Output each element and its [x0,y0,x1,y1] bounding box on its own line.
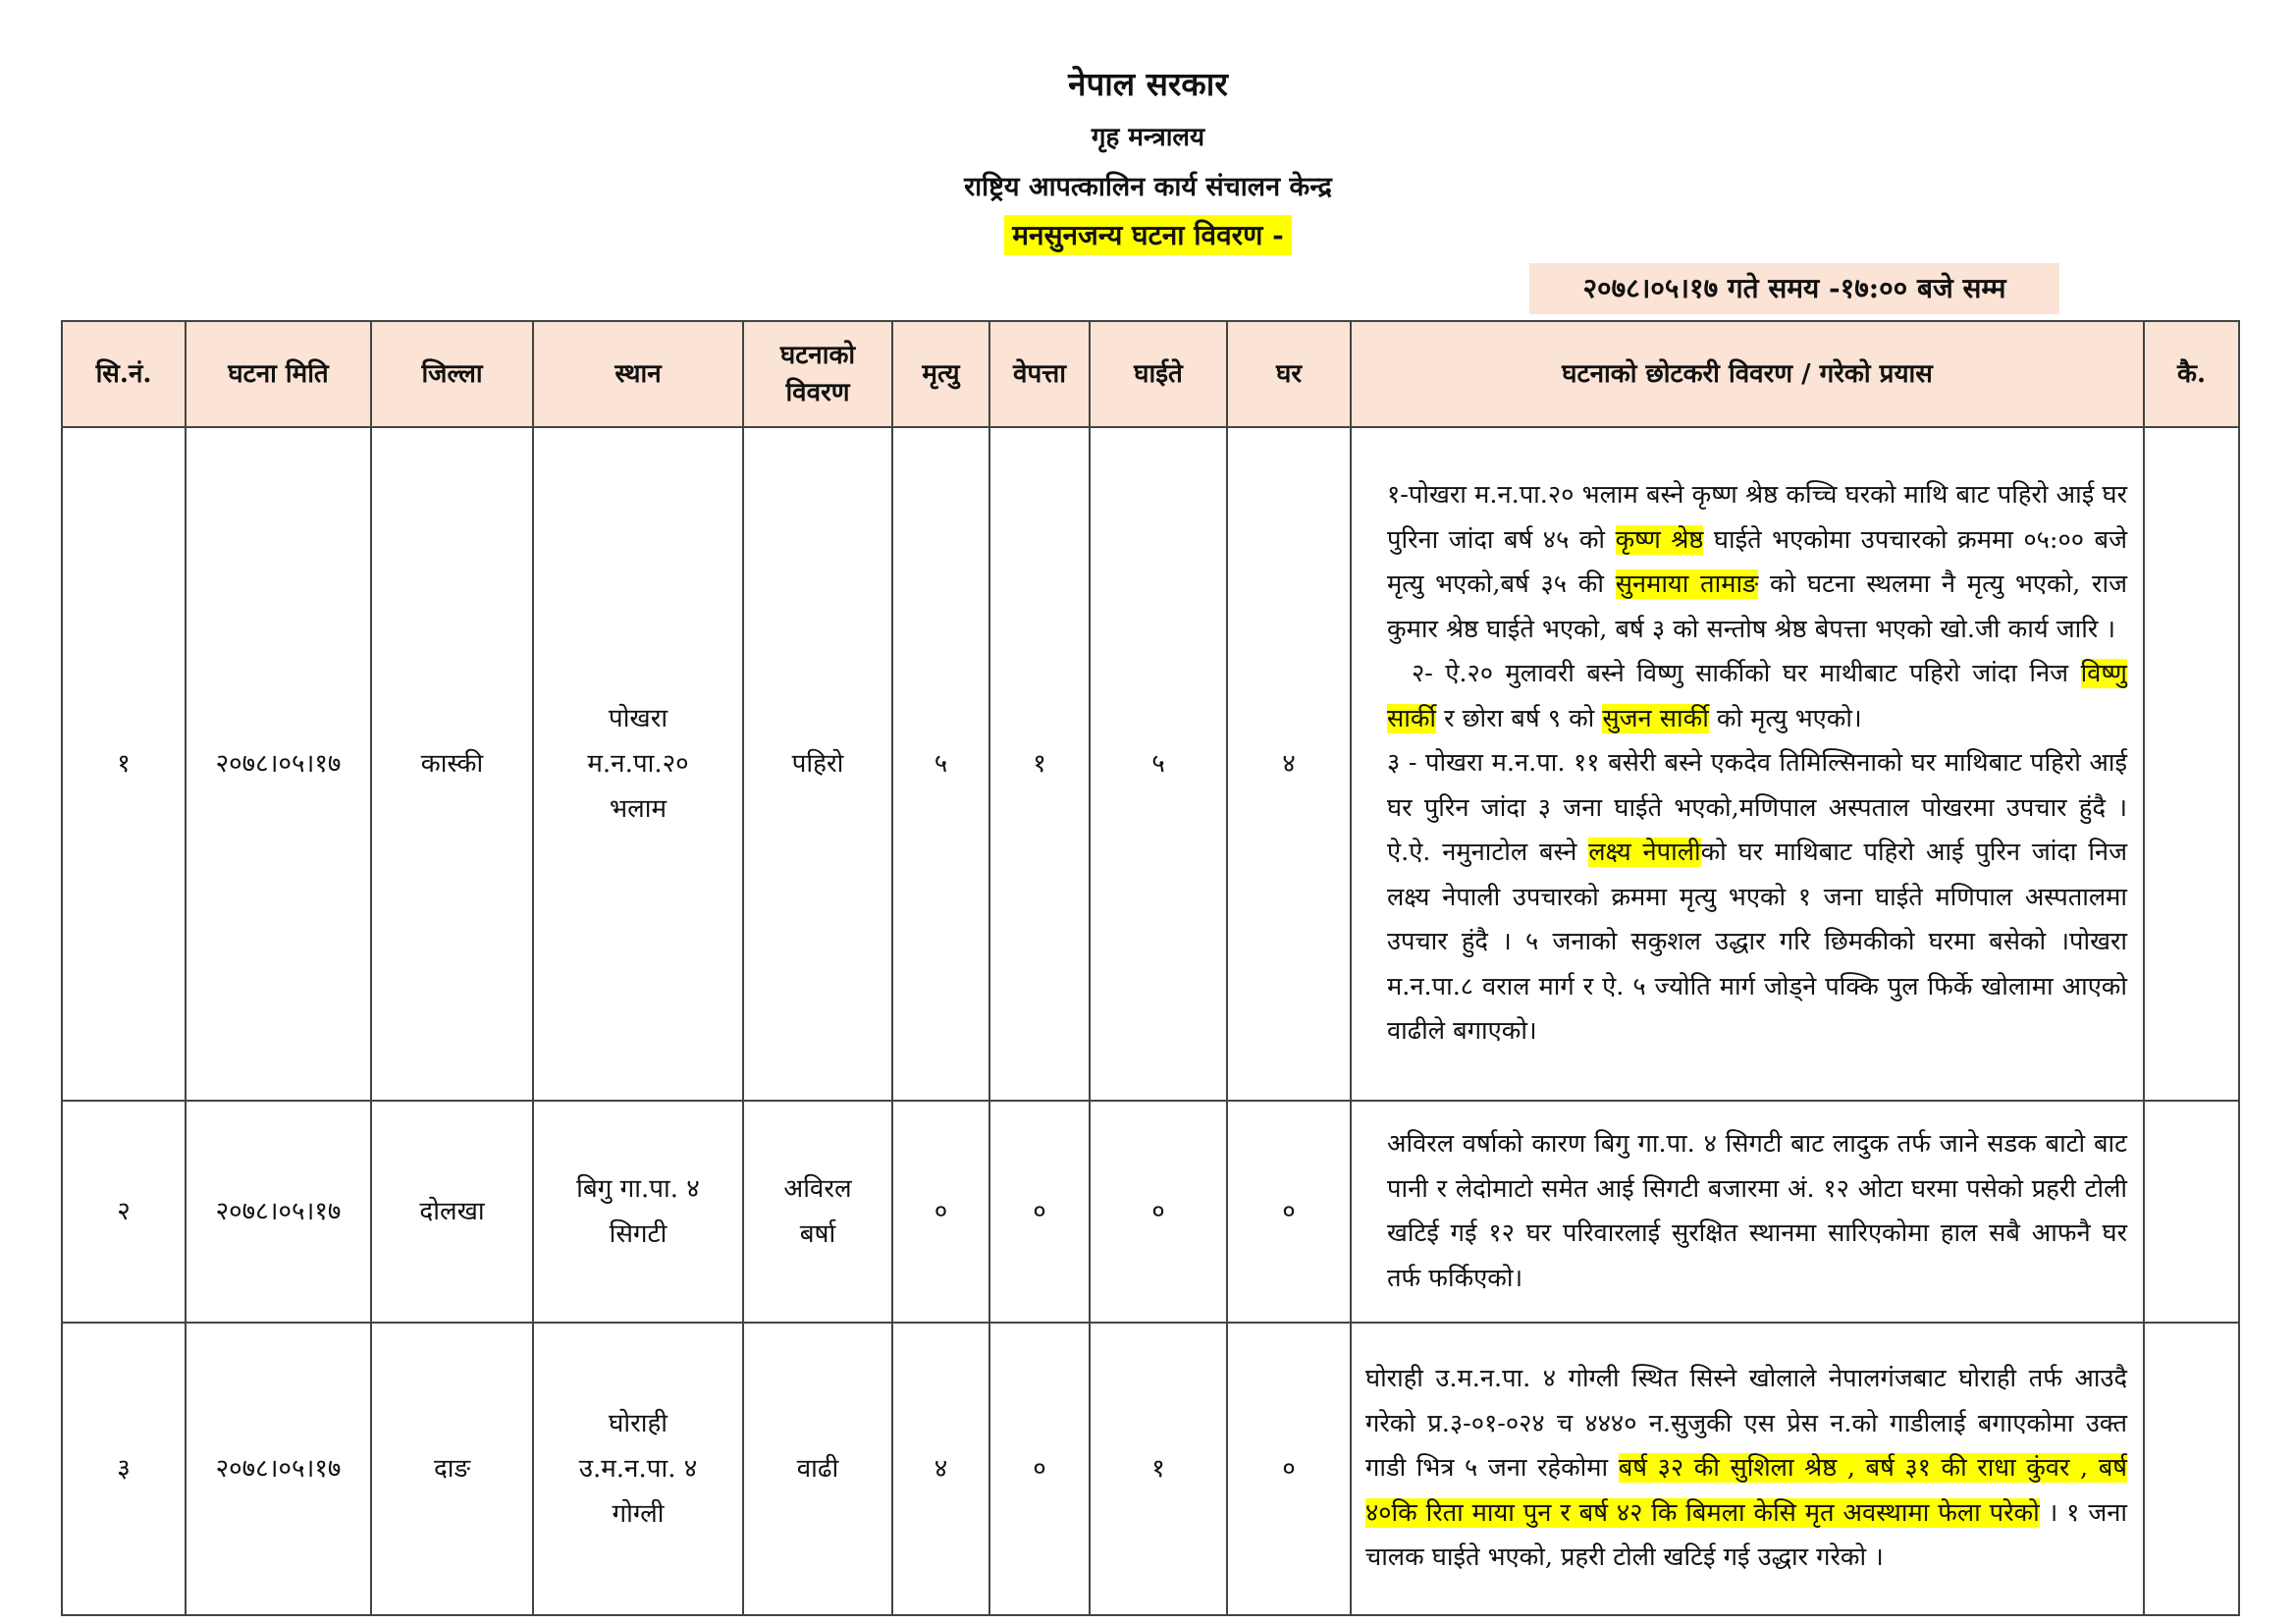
report-title-text: मनसुनजन्य घटना विवरण - [1004,215,1291,255]
cell-description [1351,1101,2144,1323]
col-header-houses: घर [1227,321,1351,427]
type-line: बर्षा [799,1219,836,1249]
cell-sn: २ [62,1101,186,1323]
col-header-remarks: कै. [2144,321,2239,427]
cell-district: कास्की [371,427,533,1101]
report-title [0,216,2296,253]
place-line: बिगु गा.पा. ४ [576,1174,700,1204]
cell-sn: १ [62,427,186,1101]
desc-highlight: सुजन सार्की [1602,703,1709,733]
cell-houses: ४ [1227,427,1351,1101]
cell-description [1351,427,2144,1101]
cell-deaths: ४ [892,1323,989,1615]
type-line: अविरल [783,1174,852,1204]
col-header-missing: वेपत्ता [989,321,1090,427]
place-line: गोग्ली [612,1499,665,1529]
ministry-title: गृह मन्त्रालय [1091,123,1205,152]
cell-type [743,427,892,1101]
cell-missing: १ [989,427,1090,1101]
cell-houses: ० [1227,1323,1351,1615]
col-header-date: घटना मिति [186,321,371,427]
cell-deaths: ५ [892,427,989,1101]
cell-date: २०७८।०५।१७ [186,1323,371,1615]
desc-segment: । १ जना चालक घाईते भएको, प्रहरी टोली खटिई गई उद्धार गरेको । [1365,1497,2127,1573]
desc-segment: अविरल वर्षाको कारण बिगु गा.पा. ४ सिगटी बाट लादुक तर्फ जाने सडक बाटो बाट पानी र लेदोमाटो समेत आई सिगटी बजारमा अं. १२ ओटा घरमा पसेको प्रहरी टोली खटिई गई १२ घर परिवारलाई सुरक्षित स्थानमा सारिएकोमा हाल सबै आफनै घर तर्फ फर्किएको। [1387,1129,2127,1293]
desc-highlight: लक्ष्य नेपाली [1588,838,1701,868]
cell-remarks [2144,427,2239,1101]
type-line: वाढी [796,1454,839,1484]
cell-remarks [2144,1323,2239,1615]
desc-segment: को मृत्यु भएको। [1708,703,1862,733]
place-line: सिगटी [609,1219,667,1249]
cell-injured: १ [1090,1323,1227,1615]
cell-missing: ० [989,1323,1090,1615]
cell-date: २०७८।०५।१७ [186,1101,371,1323]
table-row [62,1323,2239,1615]
report-date-time: २०७८।०५।१७ गते समय -१७:०० बजे सम्म [1529,263,2059,314]
place-line: म.न.पा.२० [587,749,689,779]
col-header-injured: घाईते [1090,321,1227,427]
type-line: पहिरो [791,749,844,779]
col-header-type: घटनाको विवरण [743,321,892,427]
cell-injured: ० [1090,1101,1227,1323]
place-line: भलाम [609,794,667,824]
place-line: उ.म.न.पा. ४ [578,1454,698,1484]
desc-highlight: विष्णु सार्की [1387,659,2127,733]
col-header-sn: सि.नं. [62,321,186,427]
col-header-deaths: मृत्यु [892,321,989,427]
cell-remarks [2144,1101,2239,1323]
center-title: राष्ट्रिय आपत्कालिन कार्य संचालन केन्द्र [964,172,1332,202]
table-row [62,1101,2239,1323]
desc-segment: २- ऐ.२० मुलावरी बस्ने विष्णु सार्कीको घर माथीबाट पहिरो जांदा निज [1387,659,2081,689]
desc-segment: घोराही उ.म.न.पा. ४ गोग्ली स्थित सिस्ने खोलाले नेपालगंजबाट घोराही तर्फ आउदै गरेको प्र.३-०१-०२४ च ४४४० न.सुजुकी एस प्रेस न.को गाडीलाई बगाएकोमा उक्त गाडी भित्र ५ जना रहेकोमा [1365,1364,2127,1484]
desc-segment: १-पोखरा म.न.पा.२० भलाम बस्ने कृष्ण श्रेष्ठ कच्चि घरको माथि बाट पहिरो आई घर पुरिना जांदा बर्ष ४५ को [1387,480,2127,555]
desc-highlight: कृष्ण श्रेष्ठ [1615,524,1704,555]
cell-district: दाङ [371,1323,533,1615]
cell-deaths: ० [892,1101,989,1323]
cell-injured: ५ [1090,427,1227,1101]
cell-type [743,1101,892,1323]
cell-place [533,1323,743,1615]
desc-highlight: बर्ष ३२ की सुशिला श्रेष्ठ , बर्ष ३१ की राधा कुंवर , बर्ष ४०कि रिता माया पुन र बर्ष ४२ कि बिमला केसि मृत अवस्थामा फेला परेको [1365,1453,2127,1528]
col-header-place: स्थान [533,321,743,427]
cell-description [1351,1323,2144,1615]
desc-segment: को घटना स्थलमा नै मृत्यु भएको, राज कुमार श्रेष्ठ घाईते भएको, बर्ष ३ को सन्तोष श्रेष्ठ बेपत्ता भएको खो.जी कार्य जारि । [1387,569,2127,644]
cell-place [533,1101,743,1323]
cell-district: दोलखा [371,1101,533,1323]
desc-highlight: सुनमाया तामाङ [1615,569,1759,600]
desc-segment: र छोरा बर्ष ९ को [1436,703,1603,733]
cell-houses: ० [1227,1101,1351,1323]
col-header-description: घटनाको छोटकरी विवरण / गरेको प्रयास [1351,321,2144,427]
table-header-row [62,321,2239,427]
cell-place [533,427,743,1101]
place-line: पोखरा [608,704,668,733]
desc-segment: ३ - पोखरा म.न.पा. ११ बसेरी बस्ने एकदेव तिमिल्सिनाको घर माथिबाट पहिरो आई घर पुरिन जांदा ३ जना घाईते भएको,मणिपाल अस्पताल पोखरमा उपचार हुंदै । ऐ.ऐ. नमुनाटोल बस्ने [1387,748,2127,868]
cell-sn: ३ [62,1323,186,1615]
org-title: नेपाल सरकार [1068,65,1228,103]
cell-type [743,1323,892,1615]
desc-segment: को घर माथिबाट पहिरो आई पुरिन जांदा निज लक्ष्य नेपाली उपचारको क्रममा मृत्यु भएको १ जना घाईते मणिपाल अस्पतालमा उपचार हुंदै । ५ जनाको सकुशल उद्धार गरि छिमकीको घरमा बसेको ।पोखरा म.न.पा.८ वराल मार्ग र ऐ. ५ ज्योति मार्ग जोड्ने पक्कि पुल फिर्के खोलामा आएको वाढीले बगाएको। [1387,838,2127,1047]
table-row [62,427,2239,1101]
incident-table [61,320,2240,1616]
cell-missing: ० [989,1101,1090,1323]
desc-segment: घाईते भएकोमा उपचारको क्रममा ०५:०० बजे मृत्यु भएको,बर्ष ३५ की [1387,524,2127,600]
place-line: घोराही [608,1409,667,1438]
cell-date: २०७८।०५।१७ [186,427,371,1101]
col-header-district: जिल्ला [371,321,533,427]
